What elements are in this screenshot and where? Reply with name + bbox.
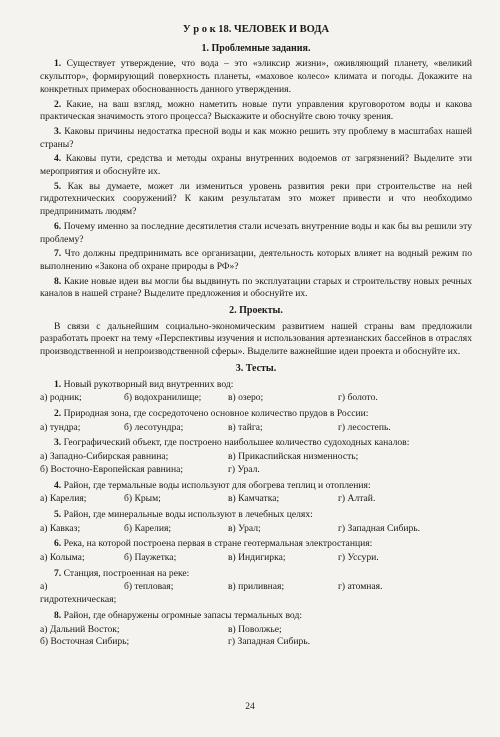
test-question (40, 379, 472, 392)
test-option: а) Колыма; (40, 552, 85, 564)
test-option: г) атомная. (338, 581, 383, 593)
problems-list (40, 58, 472, 301)
problem-text: Какие, на ваш взгляд, можно наметить новые пути управления круговоротом воды и какова практическая значимость этого процесса? Выскажите и обоснуйте свою точку зрения. (40, 98, 473, 123)
test-option: г) лесостепь. (338, 421, 391, 433)
problem-item (40, 181, 472, 219)
problem-text: Какие новые идеи вы могли бы выдвинуть по эксплуатации старых и строительству новых речных каналов в нашей стране? Выделите предложения и обоснуйте их. (40, 275, 472, 300)
test-option: а) Западно-Сибирская равнина; (40, 451, 169, 463)
page-number: 24 (245, 702, 255, 712)
test-question-text: Район, где термальные воды используют для обогрева теплиц и отопления: (63, 479, 371, 491)
test-option: б) Восточно-Европейская равнина; (40, 463, 183, 475)
test-option: г) Урал. (228, 463, 260, 475)
problem-number: 6. (54, 220, 62, 232)
problem-text: Каковы пути, средства и методы охраны внутренних водоемов от загрязнений? Выделите эти мероприятия и обоснуйте их. (40, 153, 472, 178)
test-question-text: Новый рукотворный вид внутренних вод: (63, 378, 234, 390)
test-option: а) родник; (40, 392, 82, 404)
problem-item (40, 248, 472, 273)
test-question (40, 568, 472, 581)
test-number: 2. (54, 407, 62, 419)
test-options (40, 581, 472, 606)
problem-item (40, 58, 472, 96)
worksheet-page (40, 24, 472, 650)
test-option: а) Карелия; (40, 493, 87, 505)
test-option: б) лесотундра; (124, 421, 184, 433)
test-question-text: Река, на которой построена первая в стране геотермальная электростанция: (63, 538, 373, 550)
test-option: г) Алтай. (338, 493, 376, 505)
test-option: б) водохранилище; (124, 392, 202, 404)
problem-text: Почему именно за последние десятилетия стали исчезать внутренние воды и как бы вы решили эту проблему? (40, 220, 472, 245)
test-option: в) приливная; (228, 581, 285, 593)
test-options (40, 392, 472, 405)
test-question-text: Географический объект, где построено наибольшее количество судоходных каналов: (63, 437, 410, 449)
test-option: в) Прикаспийская низменность; (228, 451, 359, 463)
problem-item (40, 153, 472, 178)
problem-text: Что должны предпринимать все организации, деятельность которых влияет на водный режим по выполнению «Закона об охране природы в РФ»? (40, 248, 472, 272)
test-number: 1. (54, 378, 62, 390)
problem-number: 4. (54, 153, 62, 165)
test-question-text: Район, где обнаружены огромные запасы термальных вод: (63, 609, 302, 621)
problem-item (40, 276, 472, 301)
test-question (40, 509, 472, 522)
test-option: г) Западная Сибирь. (338, 522, 421, 534)
problem-number: 7. (54, 248, 62, 260)
test-option: б) Паужетка; (124, 552, 177, 564)
test-number: 6. (54, 538, 62, 550)
problems-heading: 1. Проблемные задания. (201, 42, 311, 54)
test-option: а) Дальний Восток; (40, 623, 120, 635)
problem-item (40, 221, 472, 246)
tests-heading: 3. Тесты. (235, 362, 277, 374)
test-option: г) Уссури. (338, 552, 379, 564)
test-question (40, 480, 472, 493)
problem-number: 5. (54, 180, 62, 192)
problem-item (40, 99, 472, 124)
test-question-text: Природная зона, где сосредоточено основное количество прудов в России: (63, 407, 369, 419)
test-number: 7. (54, 567, 62, 579)
test-option: г) болото. (338, 392, 378, 404)
project-text: В связи с дальнейшим социально-экономическим развитием нашей страны вам предложили разработать проект на тему «Перспективы изучения и использования артезианских бассейнов в отраслях производственной и непроизводственной сферы». Выделите важнейшие идеи проекта и обоснуйте их. (40, 320, 472, 358)
projects-heading: 2. Проекты. (229, 305, 283, 317)
test-option: в) Поволжье; (228, 623, 282, 635)
problem-item (40, 126, 472, 151)
test-question (40, 437, 472, 450)
test-option: в) Камчатка; (228, 493, 280, 505)
problem-number: 8. (54, 275, 62, 287)
test-option: в) тайга; (228, 421, 263, 433)
test-question (40, 408, 472, 421)
test-option: б) Восточная Сибирь; (40, 636, 130, 648)
tests-list (40, 379, 472, 649)
test-question-text: Район, где минеральные воды используют в лечебных целях: (63, 508, 313, 520)
test-option: б) Крым; (124, 493, 161, 505)
test-number: 8. (54, 609, 62, 621)
test-question-text: Станция, построенная на реке: (63, 567, 190, 579)
test-option: а) Кавказ; (40, 522, 81, 534)
test-option: в) Индигирка; (228, 552, 286, 564)
test-option: г) Западная Сибирь. (228, 636, 311, 648)
page-title: У р о к 18. ЧЕЛОВЕК И ВОДА (182, 24, 330, 35)
test-options (40, 624, 472, 649)
test-option: в) озеро; (228, 392, 264, 404)
test-number: 4. (54, 479, 62, 491)
problem-number: 1. (54, 58, 62, 70)
problem-number: 3. (54, 125, 62, 137)
test-number: 5. (54, 508, 62, 520)
test-options (40, 523, 472, 536)
problem-number: 2. (54, 98, 62, 110)
test-option: а) тундра; (40, 421, 81, 433)
test-question (40, 610, 472, 623)
test-option: б) тепловая; (124, 581, 174, 593)
test-question (40, 538, 472, 551)
test-option: а) гидротехническая; (40, 581, 117, 606)
problem-text: Как вы думаете, может ли измениться уровень развития реки при строительстве на ней гидротехнических сооружений? К каким результатам это может привести и что необходимо предпринимать людям? (40, 180, 472, 218)
test-option: в) Урал; (228, 522, 261, 534)
test-options (40, 493, 472, 506)
test-options (40, 422, 472, 435)
test-number: 3. (54, 437, 62, 449)
problem-text: Каковы причины недостатка пресной воды и как можно решить эту проблему в масштабах нашей страны? (40, 125, 472, 150)
test-option: б) Карелия; (124, 522, 172, 534)
test-options (40, 552, 472, 565)
test-options (40, 451, 472, 476)
problem-text: Существует утверждение, что вода – это «эликсир жизни», оживляющий планету, «великий скульптор», формирующий поверхность планеты, «маховое колесо» климата и погоды. Докажите на конкретных примерах обоснованность данного утверждения. (40, 58, 472, 95)
